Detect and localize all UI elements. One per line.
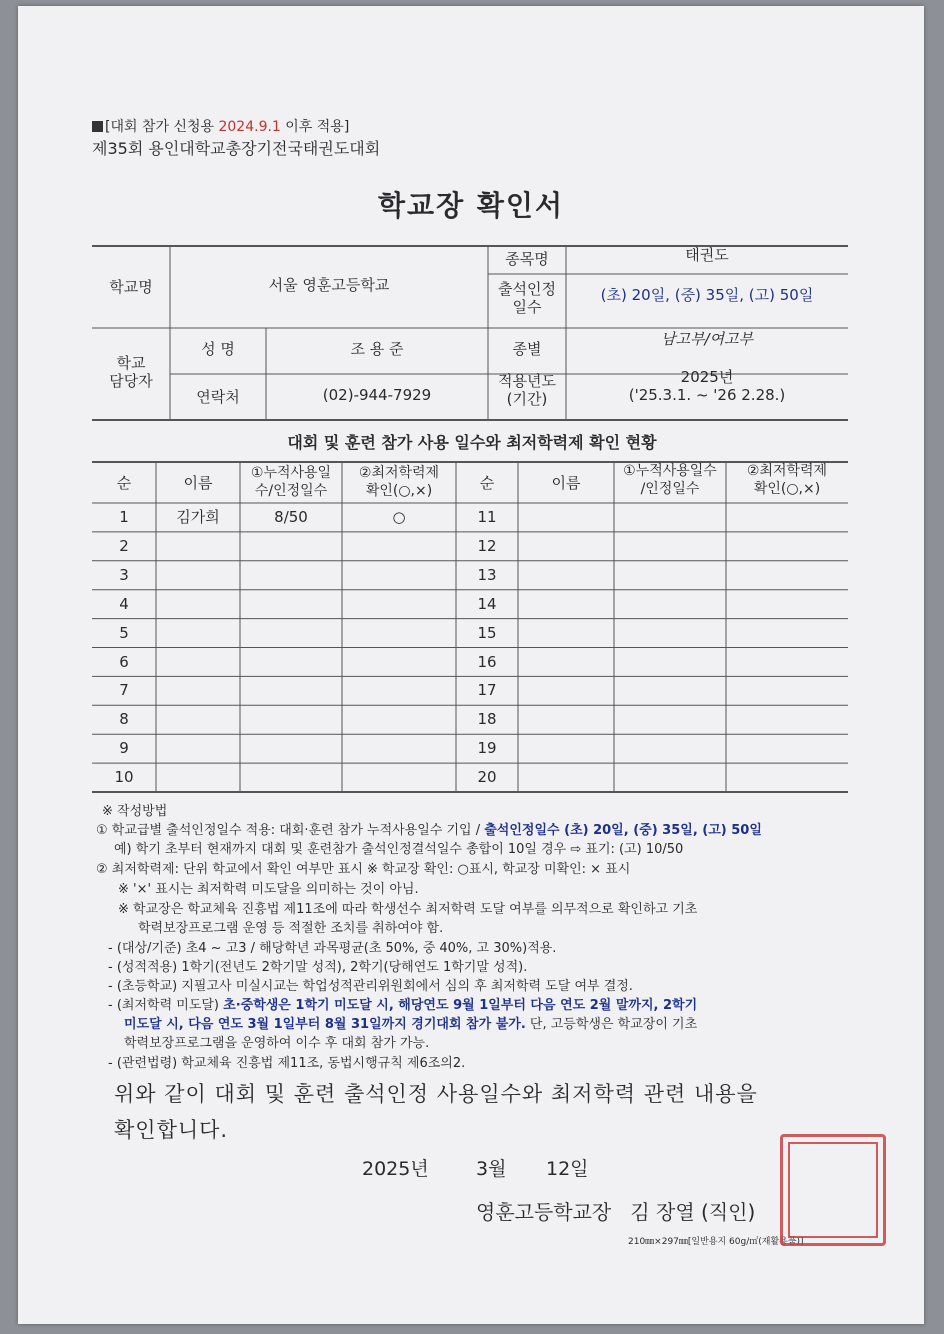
note-line: - (대상/기준) 초4 ~ 고3 / 해당학년 과목평균(초 50%, 중 40%, 고 30%)적용. <box>108 941 557 956</box>
cell-right-no: 19 <box>477 739 497 758</box>
cell-left-days: 8/50 <box>274 508 308 526</box>
confirmation-text-line2: 확인합니다. <box>114 1118 229 1142</box>
note-line: ② 최저학력제: 단위 학교에서 확인 여부만 표시 ※ 학교장 확인: ○표시, 학교장 미확인: × 표시 <box>96 862 631 877</box>
staff-name-label: 성 명 <box>201 340 235 358</box>
col-header-name-left: 이름 <box>183 474 213 492</box>
note-line: ※ '×' 표시는 최저학력 미도달을 의미하는 것이 아님. <box>118 882 419 897</box>
col-header-no-left: 순 <box>116 474 132 492</box>
col-header-no-right: 순 <box>479 474 495 492</box>
cell-left-no: 6 <box>119 652 129 671</box>
confirmation-text-line1: 위와 같이 대회 및 훈련 출석인정 사용일수와 최저학력 관련 내용을 <box>114 1082 758 1106</box>
category-value: 남고부/여고부 <box>661 330 753 348</box>
note-line: ※ 학교장은 학교체육 진흥법 제11조에 따라 학생선수 최저학력 도달 여부를 의무적으로 확인하고 기초 <box>118 902 698 917</box>
cell-left-no: 8 <box>119 710 129 729</box>
cell-right-no: 17 <box>477 681 497 700</box>
attendance-days-label: 출석인정 일수 <box>498 280 556 316</box>
cell-left-no: 5 <box>119 623 129 642</box>
note-line: 학력보장프로그램 운영 등 적절한 조치를 취하여야 함. <box>138 921 444 936</box>
category-label: 종별 <box>512 340 542 358</box>
competition-name: 제35회 용인대학교총장기전국태권도대회 <box>92 139 381 158</box>
document-page <box>18 6 924 1324</box>
note-line: 예) 학기 초부터 현재까지 대회 및 훈련참가 출석인정결석일수 총합이 10일 경우 ⇨ 표기: (고) 10/50 <box>114 842 684 857</box>
note-line: - (초등학교) 지필고사 미실시교는 학업성적관리위원회에서 심의 후 최저학력 도달 여부 결정. <box>108 979 633 994</box>
col-header-grade-left: ②최저학력제 확인(○,×) <box>358 465 440 499</box>
contact-value: (02)-944-7929 <box>322 386 432 404</box>
notes-heading: ※ 작성방법 <box>102 804 168 819</box>
cell-left-no: 1 <box>119 508 129 526</box>
note-line: - (최저학력 미도달) 초·중학생은 1학기 미도달 시, 해당연도 9월 1일부터 다음 연도 2월 말까지, 2학기 <box>108 998 698 1013</box>
cell-left-no: 4 <box>119 594 129 613</box>
col-header-name-right: 이름 <box>551 474 581 492</box>
school-seal-stamp <box>780 1134 886 1246</box>
note-line: - (성적적용) 1학기(전년도 2학기말 성적), 2학기(당해연도 1학기말 성적). <box>108 960 528 975</box>
cell-right-no: 16 <box>477 652 497 671</box>
attendance-days-value: (초) 20일, (중) 35일, (고) 50일 <box>600 286 814 304</box>
applicable-year-value: 2025년 ('25.3.1. ~ '26 2.28.) <box>628 368 786 404</box>
cell-right-no: 14 <box>477 594 497 613</box>
cell-right-no: 15 <box>477 623 497 642</box>
school-name-label: 학교명 <box>109 278 153 296</box>
date-year: 2025년 <box>362 1158 429 1180</box>
cell-left-name: 김가희 <box>176 508 220 526</box>
cell-left-no: 3 <box>119 565 129 584</box>
contact-label: 연락처 <box>196 388 240 406</box>
cell-right-no: 13 <box>477 565 497 584</box>
cell-left-grade: ○ <box>392 508 406 526</box>
note-line: 학력보장프로그램을 운영하여 이수 후 대회 참가 가능. <box>124 1036 430 1051</box>
col-header-grade-right: ②최저학력제 확인(○,×) <box>746 463 828 497</box>
cell-right-no: 20 <box>477 768 497 787</box>
cell-right-no: 11 <box>477 508 497 526</box>
note-line: 미도달 시, 다음 연도 3월 1일부터 8월 31일까지 경기대회 참가 불가. 단, 고등학생은 학교장이 기초 <box>124 1017 698 1032</box>
cell-left-no: 9 <box>119 739 129 758</box>
school-staff-label: 학교 담당자 <box>109 354 153 390</box>
form-type-note: [대회 참가 신청용 2024.9.1 이후 적용] <box>92 116 349 136</box>
col-header-days-right: ①누적사용일수 /인정일수 <box>623 463 717 497</box>
table-subtitle: 대회 및 훈련 참가 사용 일수와 최저학력제 확인 현황 <box>287 433 657 452</box>
note-line: - (관련법령) 학교체육 진흥법 제11조, 동법시행규칙 제6조의2. <box>108 1056 466 1071</box>
cell-right-no: 12 <box>477 536 497 555</box>
cell-left-no: 7 <box>119 681 129 700</box>
note-line: ① 학교급별 출석인정일수 적용: 대회·훈련 참가 누적사용일수 기입 / 출석인정일수 (초) 20일, (중) 35일, (고) 50일 <box>96 823 762 838</box>
staff-name-value: 조 용 준 <box>350 340 404 358</box>
event-label: 종목명 <box>505 250 549 268</box>
principal-signature-line: 영훈고등학교장 김 장열 (직인) <box>476 1200 756 1224</box>
col-header-days-left: ①누적사용일 수/인정일수 <box>250 465 332 499</box>
document-title: 학교장 확인서 <box>377 189 565 222</box>
date-day: 12일 <box>546 1158 589 1180</box>
date-month: 3월 <box>476 1158 507 1180</box>
cell-left-no: 10 <box>114 768 134 787</box>
event-value: 태권도 <box>685 246 729 264</box>
paper-spec: 210㎜×297㎜[일반용지 60g/㎡(재활용품)] <box>628 1237 804 1247</box>
cell-left-no: 2 <box>119 536 129 555</box>
applicable-year-label: 적용년도 (기간) <box>498 372 556 408</box>
cell-right-no: 18 <box>477 710 497 729</box>
school-name-value: 서울 영훈고등학교 <box>268 276 390 294</box>
